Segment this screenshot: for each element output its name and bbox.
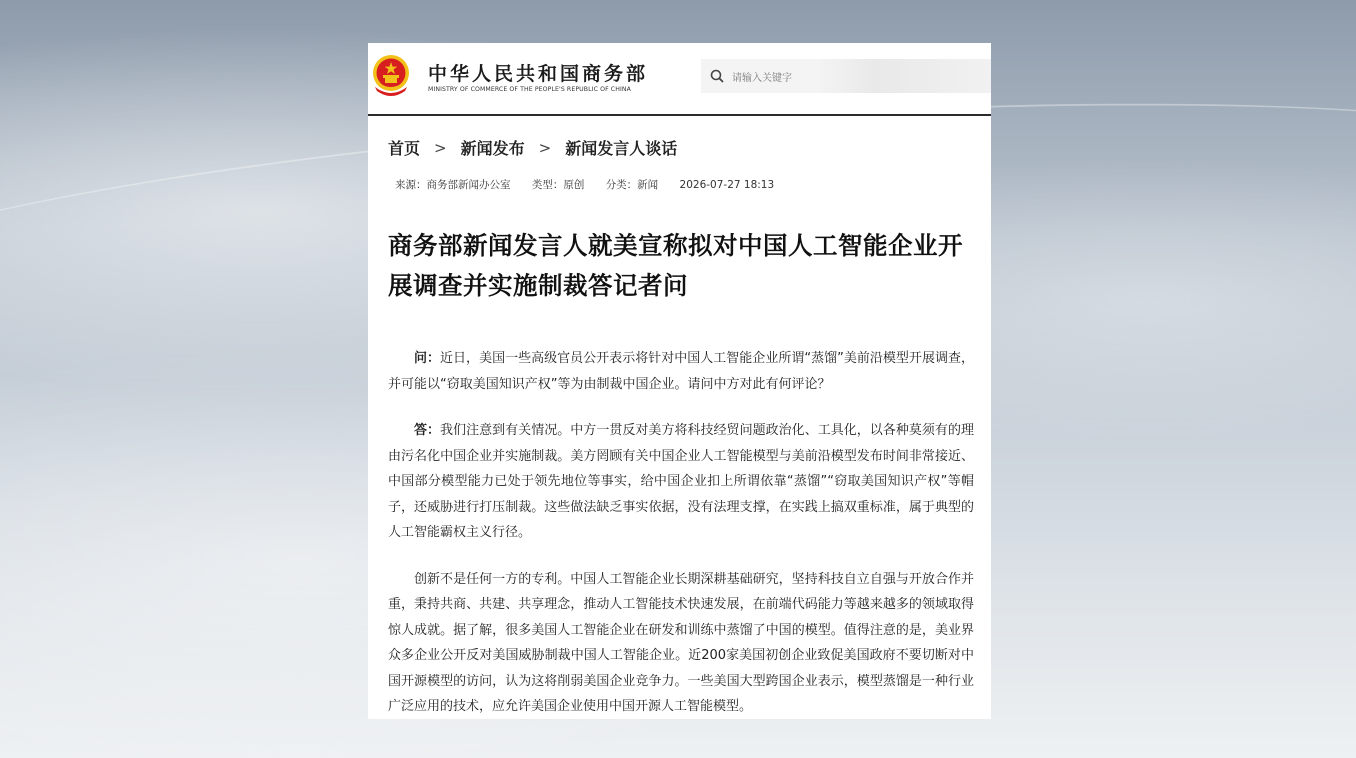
national-emblem-icon[interactable] (371, 53, 411, 97)
search-placeholder: 请输入关键字 (732, 73, 792, 84)
article-title: 商务部新闻发言人就美宣称拟对中国人工智能企业开展调查并实施制裁答记者问 (388, 231, 963, 300)
article-body (388, 346, 974, 719)
search-icon[interactable] (709, 68, 725, 84)
meta-source: 来源：商务部新闻办公室 (395, 179, 511, 191)
breadcrumb-spokesperson-talk[interactable]: 新闻发言人谈话 (565, 139, 678, 158)
answer-paragraph (388, 418, 974, 546)
article-page (368, 43, 991, 719)
site-header (368, 43, 991, 116)
breadcrumb-home[interactable]: 首页 (388, 139, 421, 158)
body-paragraph: 创新不是任何一方的专利。中国人工智能企业长期深耕基础研究，坚持科技自立自强与开放合作并重，秉持共商、共建、共享理念，推动人工智能技术快速发展，在前端代码能力等越来越多的领域取得惊人成就。据了解，很多美国人工智能企业在研发和训练中蒸馏了中国的模型。值得注意的是，美业界众多企业公开反对美国威胁制裁中国人工智能企业。近200家美国初创企业致促美国政府不要切断对中国开源模型的访问，认为这将削弱美国企业竞争力。一些美国大型跨国企业表示，模型蒸馏是一种行业广泛应用的技术，应允许美国企业使用中国开源人工智能模型。 (388, 571, 974, 714)
answer-text: 我们注意到有关情况。中方一贯反对美方将科技经贸问题政治化、工具化，以各种莫须有的理由污名化中国企业并实施制裁。美方罔顾有关中国企业人工智能模型与美前沿模型发布时间非常接近、中国部分模型能力已处于领先地位等事实，给中国企业扣上所谓依靠“蒸馏”“窃取美国知识产权”等帽子，还威胁进行打压制裁。这些做法缺乏事实依据，没有法理支撑，在实践上搞双重标准，属于典型的人工智能霸权主义行径。 (388, 423, 974, 540)
ministry-name-en: MINISTRY OF COMMERCE OF THE PEOPLE'S REPUBLIC OF CHINA (428, 86, 631, 93)
answer-label: 答： (414, 423, 441, 438)
breadcrumb-separator: > (434, 138, 447, 157)
breadcrumb (388, 136, 677, 159)
search-input[interactable] (701, 59, 991, 93)
breadcrumb-news-release[interactable]: 新闻发布 (460, 139, 525, 158)
article-meta (395, 177, 792, 192)
breadcrumb-separator: > (538, 138, 552, 157)
question-paragraph (388, 346, 974, 397)
meta-category: 分类：新闻 (605, 179, 659, 191)
meta-type: 类型：原创 (531, 179, 585, 191)
ministry-name: 中华人民共和国商务部 (428, 63, 649, 85)
question-label: 问： (414, 351, 441, 366)
question-text: 近日，美国一些高级官员公开表示将针对中国人工智能企业所谓“蒸馏”美前沿模型开展调查，并可能以“窃取美国知识产权”等为由制裁中国企业。请问中方对此有何评论？ (388, 351, 974, 392)
meta-datetime: 2026-07-27 18:13 (679, 179, 775, 191)
